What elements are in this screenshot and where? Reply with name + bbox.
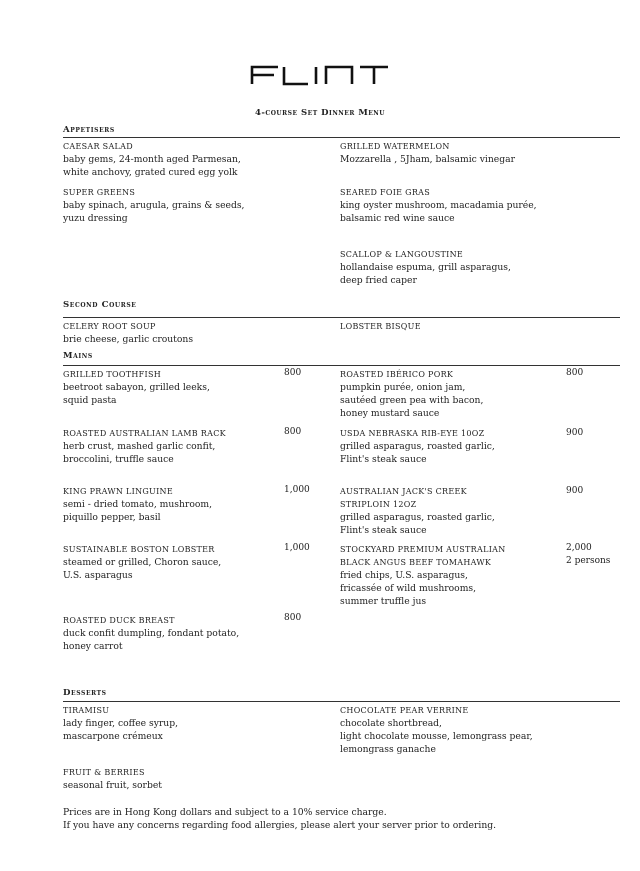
item-description bbox=[63, 199, 283, 225]
description-line: steamed or grilled, Choron sauce, bbox=[63, 557, 222, 568]
menu-subtitle: 4-course Set Dinner Menu bbox=[254, 108, 386, 118]
tomahawk-name-1: STOCKYARD PREMIUM AUSTRALIAN bbox=[340, 545, 506, 554]
description-line: summer truffle jus bbox=[340, 596, 427, 607]
description-line: Flint's steak sauce bbox=[340, 454, 427, 465]
menu-item-fruit-berries: FRUIT & BERRIES seasonal fruit, sorbet bbox=[63, 766, 283, 792]
menu-item-grilled-watermelon: GRILLED WATERMELON Mozzarella , 5Jham, balsamic vinegar bbox=[340, 140, 570, 166]
description-line: deep fried caper bbox=[340, 275, 417, 286]
item-description bbox=[63, 717, 283, 743]
item-description bbox=[63, 498, 283, 524]
description-line: fricassée of wild mushrooms, bbox=[340, 583, 477, 594]
price-boston-lobster: 1,000 bbox=[284, 543, 310, 553]
footer-service-charge: Prices are in Hong Kong dollars and subject to a 10% service charge. bbox=[63, 807, 387, 818]
description-line: U.S. asparagus bbox=[63, 570, 133, 581]
striploin-name-2: STRIPLOIN 12OZ bbox=[340, 500, 417, 509]
menu-item-boston-lobster: SUSTAINABLE BOSTON LOBSTER steamed or grilled, Choron sauce, U.S. asparagus bbox=[63, 543, 283, 582]
description-line: baby spinach, arugula, grains & seeds, bbox=[63, 200, 245, 211]
description-line: squid pasta bbox=[63, 395, 117, 406]
section-second-course: Second Course bbox=[63, 300, 137, 310]
tomahawk-price-note: 2 persons bbox=[566, 556, 611, 566]
menu-item-lobster-bisque: LOBSTER BISQUE bbox=[340, 322, 421, 331]
description-line: honey mustard sauce bbox=[340, 408, 440, 419]
description-line: balsamic red wine sauce bbox=[340, 213, 455, 224]
description-line: lemongrass ganache bbox=[340, 744, 436, 755]
menu-item-super-greens: SUPER GREENS baby spinach, arugula, grains & seeds, yuzu dressing bbox=[63, 186, 283, 225]
item-description bbox=[63, 381, 283, 407]
footer-notes bbox=[63, 806, 496, 832]
striploin-name-1: AUSTRALIAN JACK'S CREEK bbox=[340, 487, 467, 496]
section-appetisers: Appetisers bbox=[63, 125, 115, 135]
menu-item-celery-root-soup: CELERY ROOT SOUP brie cheese, garlic croutons bbox=[63, 320, 283, 346]
description-line: brie cheese, garlic croutons bbox=[63, 334, 194, 345]
item-description bbox=[340, 511, 570, 537]
description-line: pumpkin purée, onion jam, bbox=[340, 382, 466, 393]
item-description bbox=[63, 153, 283, 179]
description-line: mascarpone crémeux bbox=[63, 731, 163, 742]
description-line: duck confit dumpling, fondant potato, bbox=[63, 628, 240, 639]
description-line: yuzu dressing bbox=[63, 213, 128, 224]
price-usda-rib-eye: 900 bbox=[566, 428, 584, 438]
item-description bbox=[340, 440, 570, 466]
tomahawk-price: 2,000 bbox=[566, 543, 592, 553]
menu-item-scallop-langoustine: SCALLOP & LANGOUSTINE hollandaise espuma, grill asparagus, deep fried caper bbox=[340, 248, 570, 287]
description-line: lady finger, coffee syrup, bbox=[63, 718, 179, 729]
item-description bbox=[63, 556, 283, 582]
description-line: Flint's steak sauce bbox=[340, 525, 427, 536]
section-desserts: Desserts bbox=[63, 688, 107, 698]
item-description bbox=[340, 261, 570, 287]
item-description bbox=[63, 440, 283, 466]
flint-logo bbox=[248, 64, 392, 86]
item-description bbox=[63, 333, 283, 346]
price-king-prawn-linguine: 1,000 bbox=[284, 485, 310, 495]
tomahawk-name-2: BLACK ANGUS BEEF TOMAHAWK bbox=[340, 558, 492, 567]
description-line: sautéed green pea with bacon, bbox=[340, 395, 484, 406]
footer-allergy-notice: If you have any concerns regarding food allergies, please alert your server prior to ordering. bbox=[63, 820, 497, 831]
description-line: broccolini, truffle sauce bbox=[63, 454, 174, 465]
description-line: chocolate shortbread, bbox=[340, 718, 442, 729]
menu-item-lamb-rack: ROASTED AUSTRALIAN LAMB RACK herb crust, mashed garlic confit, broccolini, truffle sauce bbox=[63, 427, 283, 466]
price-roasted-duck-breast: 800 bbox=[284, 613, 302, 623]
description-line: beetroot sabayon, grilled leeks, bbox=[63, 382, 210, 393]
item-description bbox=[340, 381, 570, 420]
description-line: light chocolate mousse, lemongrass pear, bbox=[340, 731, 533, 742]
menu-item-striploin bbox=[340, 485, 570, 537]
menu-item-tomahawk bbox=[340, 543, 570, 608]
item-description bbox=[340, 199, 570, 225]
menu-item-seared-foie-gras: SEARED FOIE GRAS king oyster mushroom, macadamia purée, balsamic red wine sauce bbox=[340, 186, 570, 225]
divider bbox=[63, 137, 620, 138]
description-line: piquillo pepper, basil bbox=[63, 512, 161, 523]
flint-logo-mark bbox=[248, 64, 392, 86]
description-line: king oyster mushroom, macadamia purée, bbox=[340, 200, 537, 211]
description-line: grilled asparagus, roasted garlic, bbox=[340, 512, 495, 523]
price-lamb-rack: 800 bbox=[284, 427, 302, 437]
divider bbox=[63, 365, 620, 366]
description-line: white anchovy, grated cured egg yolk bbox=[63, 167, 238, 178]
menu-item-roasted-iberico-pork: ROASTED IBÉRICO PORK pumpkin purée, onion jam, sautéed green pea with bacon, honey mustard sauce bbox=[340, 368, 570, 420]
menu-item-usda-rib-eye: USDA NEBRASKA RIB-EYE 10OZ grilled asparagus, roasted garlic, Flint's steak sauce bbox=[340, 427, 570, 466]
price-tomahawk bbox=[566, 542, 610, 568]
menu-item-tiramisu: TIRAMISU lady finger, coffee syrup, mascarpone crémeux bbox=[63, 704, 283, 743]
price-roasted-iberico-pork: 800 bbox=[566, 368, 584, 378]
description-line: Mozzarella , 5Jham, balsamic vinegar bbox=[340, 154, 515, 165]
menu-item-roasted-duck-breast: ROASTED DUCK BREAST duck confit dumpling, fondant potato, honey carrot bbox=[63, 614, 283, 653]
section-mains: Mains bbox=[63, 351, 93, 361]
menu-item-grilled-toothfish: GRILLED TOOTHFISH beetroot sabayon, grilled leeks, squid pasta bbox=[63, 368, 283, 407]
description-line: herb crust, mashed garlic confit, bbox=[63, 441, 216, 452]
divider bbox=[63, 317, 620, 318]
description-line: baby gems, 24-month aged Parmesan, bbox=[63, 154, 241, 165]
description-line: seasonal fruit, sorbet bbox=[63, 780, 162, 791]
item-description bbox=[340, 569, 570, 608]
item-description bbox=[340, 153, 570, 166]
price-striploin: 900 bbox=[566, 486, 584, 496]
item-description bbox=[63, 779, 283, 792]
description-line: honey carrot bbox=[63, 641, 123, 652]
description-line: semi - dried tomato, mushroom, bbox=[63, 499, 213, 510]
description-line: hollandaise espuma, grill asparagus, bbox=[340, 262, 511, 273]
price-grilled-toothfish: 800 bbox=[284, 368, 302, 378]
description-line: fried chips, U.S. asparagus, bbox=[340, 570, 468, 581]
menu-item-king-prawn-linguine: KING PRAWN LINGUINE semi - dried tomato, mushroom, piquillo pepper, basil bbox=[63, 485, 283, 524]
menu-item-caesar-salad: CAESAR SALAD baby gems, 24-month aged Parmesan, white anchovy, grated cured egg yolk bbox=[63, 140, 283, 179]
item-description bbox=[63, 627, 283, 653]
description-line: grilled asparagus, roasted garlic, bbox=[340, 441, 495, 452]
item-description bbox=[340, 717, 570, 756]
menu-item-chocolate-pear-verrine: CHOCOLATE PEAR VERRINE chocolate shortbread, light chocolate mousse, lemongrass pear, lemongrass ganache bbox=[340, 704, 570, 756]
divider bbox=[63, 701, 620, 702]
